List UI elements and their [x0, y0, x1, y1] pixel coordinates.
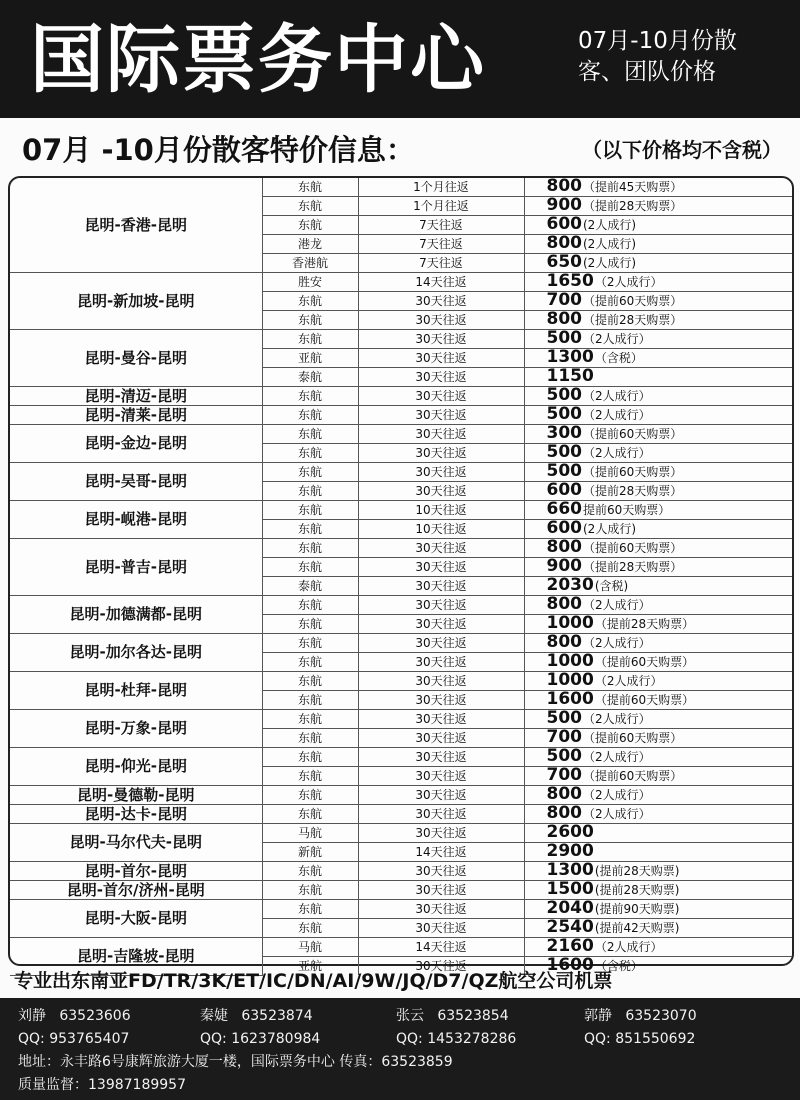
price-table	[10, 178, 792, 976]
table-row	[10, 273, 792, 292]
trip-cell: 30天往返	[358, 463, 524, 482]
price-value: 1600	[546, 689, 594, 709]
airline-cell: 东航	[262, 805, 358, 824]
trip-cell: 30天往返	[358, 444, 524, 463]
price-note: (提前42天购票)	[594, 921, 680, 935]
price-value: 1650	[546, 271, 594, 291]
price-value: 500	[546, 385, 582, 405]
airline-cell: 东航	[262, 672, 358, 691]
qq-3	[396, 1029, 516, 1049]
qq-number: 851550692	[615, 1031, 696, 1047]
price-note: （提前60天购票）	[583, 427, 683, 441]
price-value: 2900	[546, 841, 594, 861]
price-value: 500	[546, 746, 582, 766]
airline-cell: 泰航	[262, 368, 358, 387]
banner-subtitle-line1: 07月-10月份散	[578, 28, 737, 54]
price-note: （提前60天购票）	[583, 731, 683, 745]
table-row	[10, 748, 792, 767]
price-note: （2人成行）	[583, 807, 651, 821]
price-cell	[524, 406, 792, 425]
price-cell	[524, 824, 792, 843]
price-note: （含税）	[594, 351, 643, 365]
table-row	[10, 596, 792, 615]
route-name: 昆明-仰光-昆明	[10, 748, 262, 786]
price-note: （2人成行）	[594, 674, 663, 688]
price-note: （2人成行）	[583, 332, 651, 346]
qq-label: QQ:	[18, 1031, 45, 1047]
price-cell	[524, 482, 792, 501]
price-cell	[524, 786, 792, 805]
trip-cell: 10天往返	[358, 520, 524, 539]
airline-cell: 东航	[262, 767, 358, 786]
price-table-body	[10, 178, 792, 975]
airline-cell: 马航	[262, 824, 358, 843]
price-cell	[524, 767, 792, 786]
price-note: (含税)	[594, 579, 629, 593]
price-value: 800	[546, 537, 582, 557]
table-row	[10, 634, 792, 653]
trip-cell: 30天往返	[358, 900, 524, 919]
trip-cell: 14天往返	[358, 938, 524, 957]
qq-label: QQ:	[584, 1031, 611, 1047]
price-note: （提前60天购票）	[583, 769, 683, 783]
table-row	[10, 387, 792, 406]
trip-cell: 30天往返	[358, 330, 524, 349]
trip-cell: 30天往返	[358, 748, 524, 767]
route-name: 昆明-吉隆坡-昆明	[10, 938, 262, 976]
price-value: 1300	[546, 860, 594, 880]
airline-cell: 东航	[262, 444, 358, 463]
trip-cell: 30天往返	[358, 577, 524, 596]
price-value: 650	[546, 252, 582, 272]
price-value: 500	[546, 461, 582, 481]
price-value: 700	[546, 290, 582, 310]
price-cell	[524, 520, 792, 539]
airline-cell: 东航	[262, 881, 358, 900]
price-cell	[524, 330, 792, 349]
price-cell	[524, 387, 792, 406]
price-value: 800	[546, 632, 582, 652]
price-note: （提前60天购票）	[594, 655, 695, 669]
banner-subtitle	[578, 26, 788, 88]
price-cell	[524, 501, 792, 520]
table-row	[10, 330, 792, 349]
route-name: 昆明-达卡-昆明	[10, 805, 262, 824]
trip-cell: 30天往返	[358, 862, 524, 881]
price-cell	[524, 900, 792, 919]
trip-cell: 30天往返	[358, 539, 524, 558]
price-note: （提前45天购票）	[583, 180, 683, 194]
price-value: 300	[546, 423, 582, 443]
contact-2	[200, 1006, 313, 1026]
price-note: (提前28天购票)	[594, 864, 680, 878]
airline-cell: 东航	[262, 463, 358, 482]
airline-cell: 东航	[262, 178, 358, 197]
table-row	[10, 463, 792, 482]
table-row	[10, 824, 792, 843]
price-table-frame	[8, 176, 794, 975]
contact-1	[18, 1006, 131, 1026]
contact-3	[396, 1006, 509, 1026]
price-value: 660	[546, 499, 582, 519]
qq-label: QQ:	[396, 1031, 423, 1047]
price-cell	[524, 672, 792, 691]
airline-cell: 新航	[262, 843, 358, 862]
route-name: 昆明-加德满都-昆明	[10, 596, 262, 634]
route-name: 昆明-岘港-昆明	[10, 501, 262, 539]
price-value: 800	[546, 784, 582, 804]
route-name: 昆明-普吉-昆明	[10, 539, 262, 596]
price-cell	[524, 539, 792, 558]
trip-cell: 30天往返	[358, 311, 524, 330]
price-cell	[524, 254, 792, 273]
price-value: 2540	[546, 917, 594, 937]
route-name: 昆明-清迈-昆明	[10, 387, 262, 406]
price-cell	[524, 558, 792, 577]
price-cell	[524, 748, 792, 767]
price-value: 2160	[546, 936, 594, 956]
airline-slogan: 专业出东南亚FD/TR/3K/ET/IC/DN/AI/9W/JQ/D7/QZ航空公司机票	[14, 970, 613, 992]
price-note: （提前28天购票）	[583, 560, 683, 574]
price-cell	[524, 311, 792, 330]
trip-cell: 30天往返	[358, 767, 524, 786]
contact-phone: 63523854	[437, 1008, 509, 1024]
airline-cell: 东航	[262, 900, 358, 919]
trip-cell: 30天往返	[358, 672, 524, 691]
airline-cell: 东航	[262, 729, 358, 748]
trip-cell: 30天往返	[358, 406, 524, 425]
contact-name: 刘静	[18, 1008, 46, 1024]
price-note: （2人成行）	[583, 598, 651, 612]
airline-cell: 东航	[262, 919, 358, 938]
trip-cell: 1个月往返	[358, 178, 524, 197]
price-cell	[524, 691, 792, 710]
route-name: 昆明-金边-昆明	[10, 425, 262, 463]
price-value: 700	[546, 765, 582, 785]
trip-cell: 1个月往返	[358, 197, 524, 216]
price-note: （提前28天购票）	[594, 617, 695, 631]
contact-panel	[0, 998, 800, 1100]
price-note: （2人成行）	[583, 446, 651, 460]
price-note: （提前60天购票）	[583, 541, 683, 555]
price-note: （提前28天购票）	[583, 199, 683, 213]
price-note: （2人成行）	[583, 636, 651, 650]
airline-cell: 东航	[262, 425, 358, 444]
table-row	[10, 881, 792, 900]
price-note: (2人成行)	[583, 256, 636, 270]
price-value: 500	[546, 708, 582, 728]
price-value: 500	[546, 404, 582, 424]
price-cell	[524, 862, 792, 881]
route-name: 昆明-首尔-昆明	[10, 862, 262, 881]
trip-cell: 30天往返	[358, 558, 524, 577]
airline-cell: 东航	[262, 748, 358, 767]
airline-cell: 亚航	[262, 349, 358, 368]
contact-phone-row	[18, 1006, 788, 1026]
price-cell	[524, 292, 792, 311]
trip-cell: 30天往返	[358, 482, 524, 501]
price-value: 2600	[546, 822, 594, 842]
trip-cell: 30天往返	[358, 957, 524, 976]
airline-cell: 东航	[262, 558, 358, 577]
price-note: （2人成行）	[583, 408, 651, 422]
airline-cell: 东航	[262, 482, 358, 501]
trip-cell: 14天往返	[358, 273, 524, 292]
price-value: 800	[546, 309, 582, 329]
contact-phone: 63523874	[241, 1008, 313, 1024]
table-row	[10, 938, 792, 957]
airline-cell: 香港航	[262, 254, 358, 273]
table-row	[10, 672, 792, 691]
airline-cell: 东航	[262, 520, 358, 539]
table-row	[10, 805, 792, 824]
price-note: （含税）	[594, 959, 643, 973]
trip-cell: 30天往返	[358, 786, 524, 805]
airline-cell: 东航	[262, 330, 358, 349]
trip-cell: 7天往返	[358, 254, 524, 273]
price-cell	[524, 843, 792, 862]
route-name: 昆明-杜拜-昆明	[10, 672, 262, 710]
price-value: 600	[546, 214, 582, 234]
trip-cell: 7天往返	[358, 216, 524, 235]
price-note: （提前60天购票）	[583, 465, 683, 479]
qq-number: 953765407	[49, 1031, 130, 1047]
airline-cell: 东航	[262, 634, 358, 653]
price-cell	[524, 634, 792, 653]
trip-cell: 30天往返	[358, 368, 524, 387]
route-name: 昆明-首尔/济州-昆明	[10, 881, 262, 900]
contact-name: 张云	[396, 1008, 424, 1024]
table-row	[10, 539, 792, 558]
contact-name: 郭静	[584, 1008, 612, 1024]
price-cell	[524, 653, 792, 672]
section-heading	[14, 128, 790, 172]
airline-cell: 东航	[262, 387, 358, 406]
price-cell	[524, 368, 792, 387]
price-value: 500	[546, 328, 582, 348]
price-value: 800	[546, 803, 582, 823]
price-value: 600	[546, 518, 582, 538]
route-name: 昆明-清莱-昆明	[10, 406, 262, 425]
route-name: 昆明-吴哥-昆明	[10, 463, 262, 501]
trip-cell: 30天往返	[358, 349, 524, 368]
price-cell	[524, 235, 792, 254]
price-value: 700	[546, 727, 582, 747]
airline-cell: 东航	[262, 406, 358, 425]
banner-title: 国际票务中心	[30, 17, 486, 103]
table-row	[10, 786, 792, 805]
price-value: 600	[546, 480, 582, 500]
price-value: 900	[546, 195, 582, 215]
qq-2	[200, 1029, 320, 1049]
price-value: 900	[546, 556, 582, 576]
trip-cell: 30天往返	[358, 634, 524, 653]
price-value: 800	[546, 176, 582, 196]
trip-cell: 30天往返	[358, 805, 524, 824]
header-banner	[0, 0, 800, 118]
trip-cell: 30天往返	[358, 729, 524, 748]
price-value: 500	[546, 442, 582, 462]
price-value: 2030	[546, 575, 594, 595]
price-cell	[524, 596, 792, 615]
airline-cell: 亚航	[262, 957, 358, 976]
price-note: (2人成行)	[583, 218, 636, 232]
trip-cell: 30天往返	[358, 881, 524, 900]
route-name: 昆明-香港-昆明	[10, 178, 262, 273]
airline-cell: 东航	[262, 311, 358, 330]
price-note: (2人成行)	[583, 237, 636, 251]
route-name: 昆明-大阪-昆明	[10, 900, 262, 938]
price-cell	[524, 273, 792, 292]
price-cell	[524, 710, 792, 729]
price-cell	[524, 919, 792, 938]
table-row	[10, 710, 792, 729]
price-note: （提前28天购票）	[583, 313, 683, 327]
price-cell	[524, 805, 792, 824]
banner-subtitle-line2: 客、团队价格	[578, 59, 716, 85]
airline-cell: 东航	[262, 216, 358, 235]
price-cell	[524, 729, 792, 748]
airline-cell: 胜安	[262, 273, 358, 292]
trip-cell: 30天往返	[358, 387, 524, 406]
price-note: (2人成行)	[583, 522, 636, 536]
airline-cell: 东航	[262, 197, 358, 216]
price-cell	[524, 938, 792, 957]
price-note: （提前60天购票）	[594, 693, 695, 707]
airline-cell: 东航	[262, 691, 358, 710]
price-value: 1000	[546, 670, 594, 690]
section-title: 07月 -10月份散客特价信息：	[22, 133, 415, 167]
qq-label: QQ:	[200, 1031, 227, 1047]
price-value: 1150	[546, 366, 594, 386]
airline-cell: 东航	[262, 862, 358, 881]
contact-phone: 63523606	[59, 1008, 131, 1024]
price-cell	[524, 444, 792, 463]
price-note: （2人成行）	[583, 788, 651, 802]
airline-cell: 东航	[262, 596, 358, 615]
price-value: 2040	[546, 898, 594, 918]
trip-cell: 30天往返	[358, 653, 524, 672]
price-cell	[524, 216, 792, 235]
table-row	[10, 900, 792, 919]
airline-cell: 东航	[262, 539, 358, 558]
price-note: 提前60天购票）	[583, 503, 671, 517]
airline-cell: 马航	[262, 938, 358, 957]
price-note: （2人成行）	[594, 275, 663, 289]
qq-number: 1623780984	[231, 1031, 321, 1047]
trip-cell: 7天往返	[358, 235, 524, 254]
trip-cell: 30天往返	[358, 425, 524, 444]
price-value: 1500	[546, 879, 594, 899]
trip-cell: 30天往返	[358, 824, 524, 843]
price-cell	[524, 463, 792, 482]
table-row	[10, 178, 792, 197]
qq-1	[18, 1029, 129, 1049]
table-row	[10, 406, 792, 425]
trip-cell: 30天往返	[358, 596, 524, 615]
price-note: (提前28天购票)	[594, 883, 680, 897]
route-name: 昆明-曼德勒-昆明	[10, 786, 262, 805]
price-note: （提前60天购票）	[583, 294, 683, 308]
price-note: （2人成行）	[583, 750, 651, 764]
price-cell	[524, 615, 792, 634]
qq-number: 1453278286	[427, 1031, 517, 1047]
table-row	[10, 501, 792, 520]
airline-cell: 东航	[262, 615, 358, 634]
trip-cell: 30天往返	[358, 615, 524, 634]
table-row	[10, 425, 792, 444]
tax-note: （以下价格均不含税）	[582, 138, 782, 162]
route-name: 昆明-曼谷-昆明	[10, 330, 262, 387]
supervision-line: 质量监督：13987189957	[18, 1077, 186, 1093]
route-name: 昆明-加尔各达-昆明	[10, 634, 262, 672]
address-line: 地址：永丰路6号康辉旅游大厦一楼，国际票务中心 传真：63523859	[18, 1054, 453, 1070]
price-cell	[524, 425, 792, 444]
price-cell	[524, 349, 792, 368]
route-name: 昆明-新加坡-昆明	[10, 273, 262, 330]
airline-cell: 东航	[262, 501, 358, 520]
price-note: （2人成行）	[583, 389, 651, 403]
airline-cell: 东航	[262, 292, 358, 311]
airline-cell: 东航	[262, 786, 358, 805]
price-value: 1000	[546, 613, 594, 633]
price-value: 800	[546, 233, 582, 253]
airline-cell: 东航	[262, 710, 358, 729]
contact-phone: 63523070	[625, 1008, 697, 1024]
price-value: 1000	[546, 651, 594, 671]
price-note: （2人成行）	[583, 712, 651, 726]
price-note: (提前90天购票)	[594, 902, 680, 916]
trip-cell: 30天往返	[358, 919, 524, 938]
contact-name: 秦婕	[200, 1008, 228, 1024]
trip-cell: 30天往返	[358, 691, 524, 710]
route-name: 昆明-马尔代夫-昆明	[10, 824, 262, 862]
airline-cell: 泰航	[262, 577, 358, 596]
price-cell	[524, 197, 792, 216]
route-name: 昆明-万象-昆明	[10, 710, 262, 748]
trip-cell: 14天往返	[358, 843, 524, 862]
airline-cell: 港龙	[262, 235, 358, 254]
price-cell	[524, 178, 792, 197]
contact-qq-row	[18, 1029, 788, 1049]
price-value: 1300	[546, 347, 594, 367]
price-note: （2人成行）	[594, 940, 663, 954]
trip-cell: 10天往返	[358, 501, 524, 520]
price-value: 800	[546, 594, 582, 614]
trip-cell: 30天往返	[358, 292, 524, 311]
price-cell	[524, 577, 792, 596]
price-cell	[524, 881, 792, 900]
table-row	[10, 862, 792, 881]
airline-cell: 东航	[262, 653, 358, 672]
price-note: （提前28天购票）	[583, 484, 683, 498]
price-value: 1600	[546, 955, 594, 975]
trip-cell: 30天往返	[358, 710, 524, 729]
contact-4	[584, 1006, 697, 1026]
qq-4	[584, 1029, 695, 1049]
